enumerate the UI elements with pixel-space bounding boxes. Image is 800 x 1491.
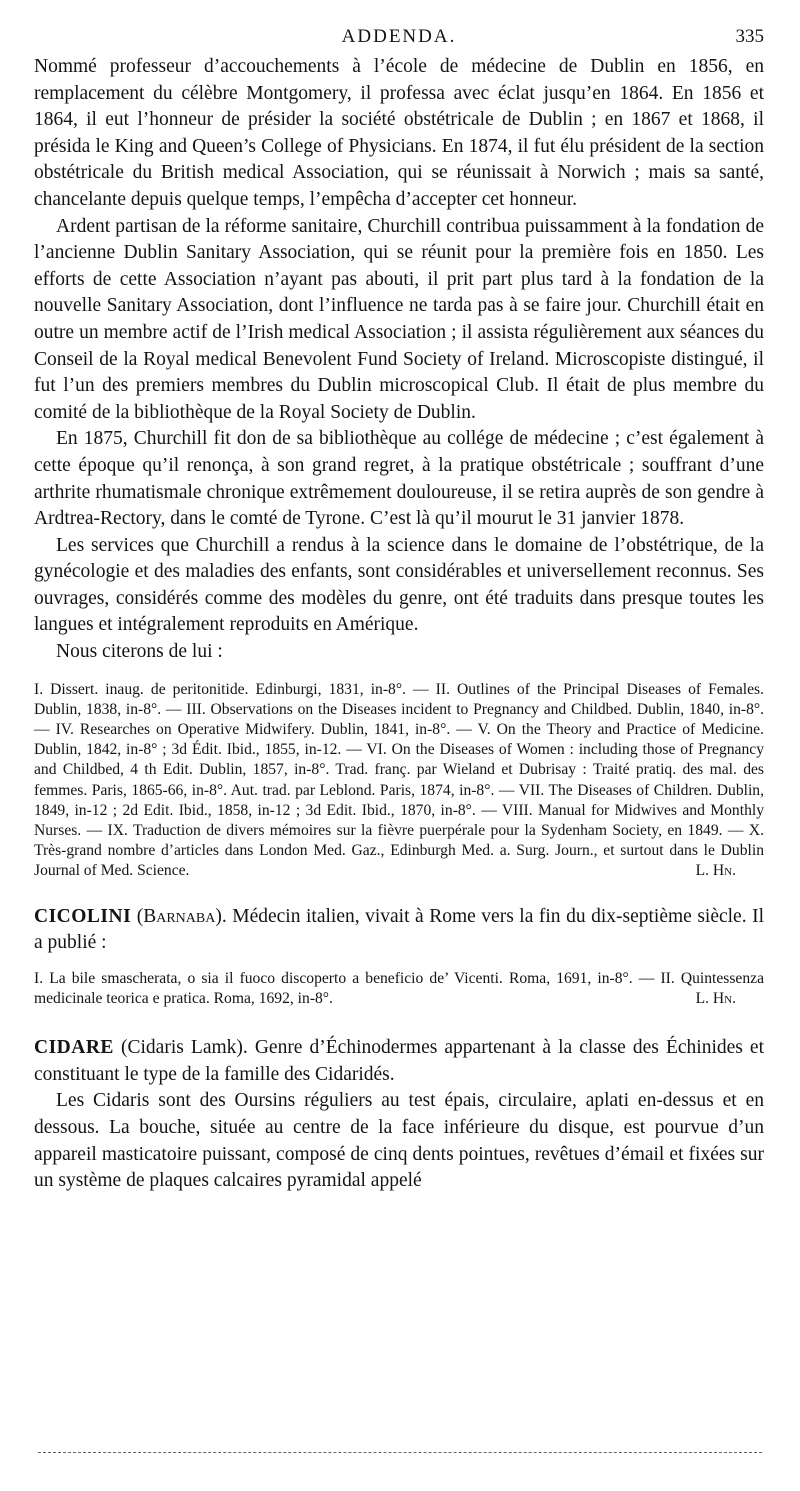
entry-text: (Cidaris Lamk). Genre d’Échinodermes appartenant à la classe des Échinides et constituant le type de la famille des Cidaridés. [34, 1037, 764, 1085]
paragraph: Ardent partisan de la réforme sanitaire, Churchill contribua puissamment à la fondation de l’ancienne Dublin Sanitary Association, qui se réunit pour la première fois en 1850. Les efforts de cette Association n’ayant pas abouti, il prit part plus tard à la fondation de la nouvelle Sanitary Association, dont l’influence ne tarda pas à se faire jour. Churchill était en outre un membre actif de l’Irish medical Association ; il assista régulièrement aux séances du Conseil de la Royal medical Benevolent Fund Society of Ireland. Microscopiste distingué, il fut l’un des premiers membres du Dublin microscopical Club. Il était de plus membre du comité de la bibliothèque de la Royal Society de Dublin. [34, 215, 764, 423]
paragraph: Les services que Churchill a rendus à la science dans le domaine de l’obstétrique, de la gynécologie et des maladies des enfants, sont considérables et universellement reconnus. Ses ouvrages, considérés comme des modèles du genre, ont été traduits dans presque toutes les langues et intégralement reproduits en Amérique. [34, 534, 764, 636]
paragraph: Nommé professeur d’accouchements à l’école de médecine de Dublin en 1856, en remplacement du célèbre Montgomery, il professa avec éclat jusqu’en 1864. En 1856 et 1864, il eut l’honneur de présider la société obstétricale de Dublin ; en 1867 et 1868, il présida le King and Queen’s College of Physicians. En 1874, il fut élu président de la section obstétricale du British medical Association, qui se réunissait à Norwich ; mais sa santé, chancelante depuis quelque temps, l’empêcha d’accepter cet honneur. [34, 56, 764, 210]
author-signature: L. Hn. [695, 990, 736, 1008]
cicolini-entry [34, 904, 764, 957]
entry-paragraph [34, 904, 764, 957]
page [34, 26, 764, 1195]
entry-headword: CICOLINI [34, 905, 132, 927]
churchill-entry-continued [34, 54, 764, 666]
cicolini-bibliography [34, 969, 764, 1009]
bottom-rule [38, 1452, 762, 1453]
paragraph: Les Cidaris sont des Oursins réguliers au test épais, circulaire, aplati en-dessus et en dessous. La bouche, située au centre de la face inférieure du disque, est pourvue d’un appareil masticatoire puissant, composé de cinq dents pointues, revêtues d’émail et fixées sur un système de plaques calcaires pyramidal appelé [34, 1090, 764, 1192]
churchill-bibliography [34, 680, 764, 882]
cidare-entry [34, 1035, 764, 1195]
entry-paragraph [34, 1035, 764, 1088]
paragraph: En 1875, Churchill fit don de sa bibliothèque au collége de médecine ; c’est également à cette époque qu’il renonça, à son grand regret, à la pratique obstétricale ; souffrant d’une arthrite rhumatismale chronique extrêmement douloureuse, il se retira auprès de son gendre à Ardtrea-Rectory, dans le comté de Tyrone. C’est là qu’il mourut le 31 janvier 1878. [34, 428, 764, 530]
page-number: 335 [735, 26, 764, 47]
entry-forename: (Barnaba). [136, 905, 227, 927]
author-signature: L. Hn. [695, 862, 736, 880]
running-title: ADDENDA. [341, 26, 457, 47]
entry-headword: CIDARE [34, 1037, 114, 1059]
paragraph: Nous citerons de lui : [56, 641, 223, 663]
bibliography-text: I. Dissert. inaug. de peritonitide. Edinburgi, 1831, in-8°. — II. Outlines of the Principal Diseases of Females. Dublin, 1838, in-8°. — III. Observations on the Diseases incident to Pregnancy and Childbed. Dublin, 1840, in-8°. — IV. Researches on Operative Midwifery. Dublin, 1841, in-8°. — V. On the Theory and Practice of Medicine. Dublin, 1842, in-8° ; 3d Édit. Ibid., 1855, in-12. — VI. On the Diseases of Women : including those of Pregnancy and Childbed, 4 th Edit. Dublin, 1857, in-8°. Trad. franç. par Wieland et Dubrisay : Traité pratiq. des mal. des femmes. Paris, 1865-66, in-8°. Aut. trad. par Leblond. Paris, 1874, in-8°. — VII. The Diseases of Children. Dublin, 1849, in-12 ; 2d Edit. Ibid., 1858, in-12 ; 3d Edit. Ibid., 1870, in-8°. — VIII. Manual for Midwives and Monthly Nurses. — IX. Traduction de divers mémoires sur la fièvre puerpérale pour la Sydenham Society, en 1849. — X. Très-grand nombre d’articles dans London Med. Gaz., Edinburgh Med. a. Surg. Journ., et surtout dans le Dublin Journal of Med. Science. [34, 680, 764, 880]
running-head [34, 26, 764, 54]
bibliography-text: I. La bile smascherata, o sia il fuoco discoperto a beneficio de’ Vicenti. Roma, 1691, in-8°. — II. Quintessenza medicinale teorica e pratica. Roma, 1692, in-8°. [34, 969, 764, 1008]
entry-text: Médecin italien, vivait à Rome vers la fin du dix-septième siècle. Il a publié : [34, 905, 765, 954]
